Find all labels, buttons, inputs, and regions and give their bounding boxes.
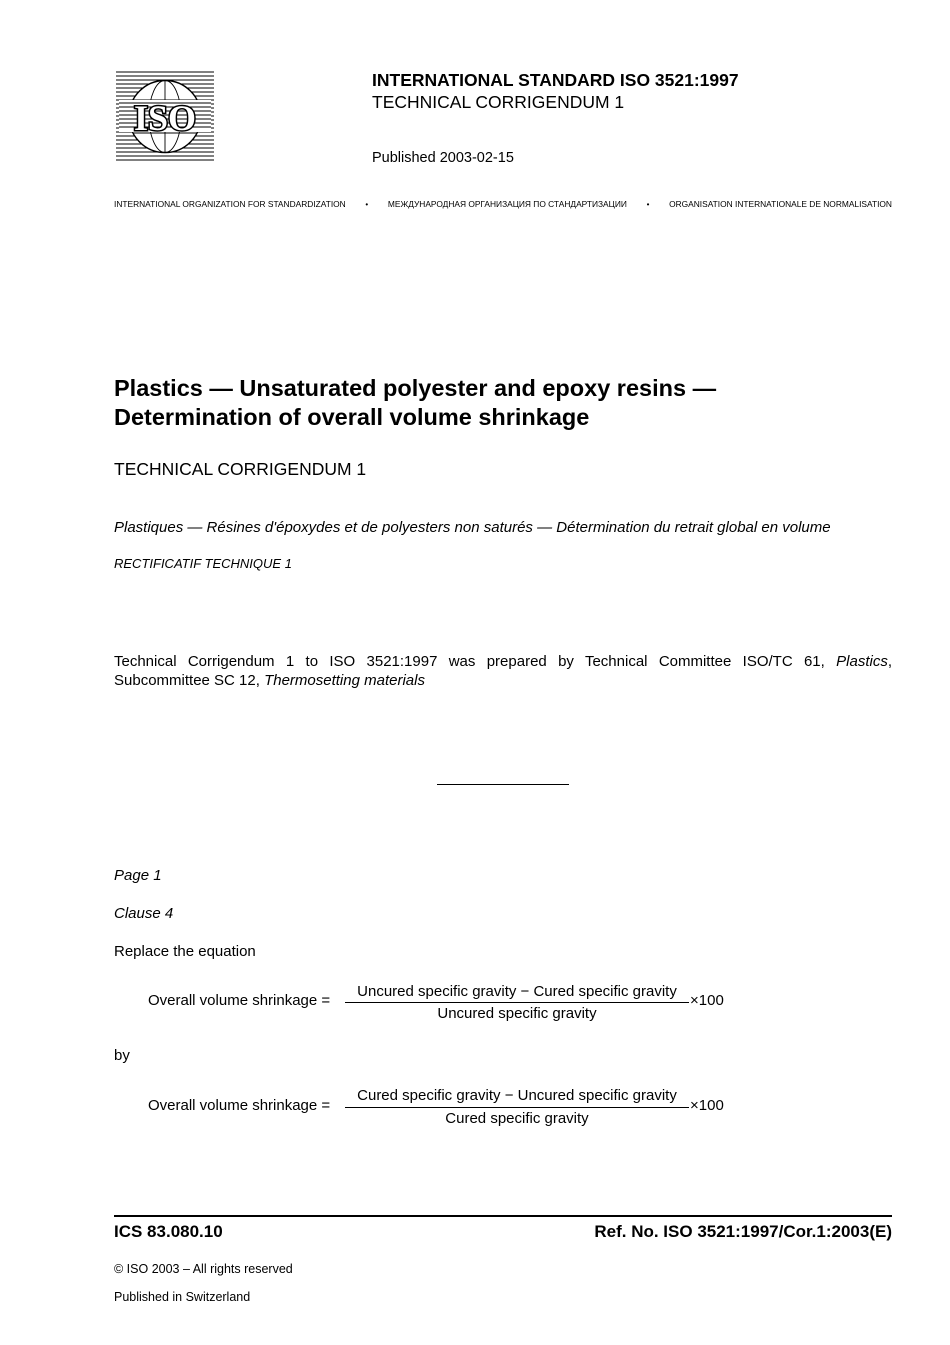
document-subtitle: TECHNICAL CORRIGENDUM 1: [114, 459, 367, 479]
fraction-bar: [345, 1002, 689, 1003]
clause-reference: Clause 4: [114, 905, 174, 922]
old-equation-denominator: Uncured specific gravity: [437, 1005, 597, 1022]
iso-logo: [116, 70, 214, 163]
page-reference: Page 1: [114, 867, 162, 884]
document-title: [114, 374, 892, 432]
new-equation-denominator: Cured specific gravity: [445, 1110, 589, 1127]
replace-instruction: Replace the equation: [114, 943, 256, 960]
new-equation-label: Overall volume shrinkage =: [148, 1097, 331, 1114]
copyright-notice: © ISO 2003 – All rights reserved: [114, 1262, 293, 1276]
published-in: Published in Switzerland: [114, 1290, 251, 1304]
published-date: Published 2003-02-15: [372, 150, 514, 166]
footer-rule: [114, 1215, 892, 1217]
by-instruction: by: [114, 1047, 130, 1064]
fraction-bar: [345, 1107, 689, 1108]
separator-line: [437, 784, 569, 785]
old-equation-multiplier: ×100: [690, 992, 724, 1009]
ics-code: ICS 83.080.10: [114, 1222, 223, 1241]
subcommittee-name: Thermosetting materials: [264, 672, 425, 689]
org-name-fr: ORGANISATION INTERNATIONALE DE NORMALISATION: [669, 199, 892, 209]
reference-number: Ref. No. ISO 3521:1997/Cor.1:2003(E): [594, 1222, 892, 1241]
title-line-2: Determination of overall volume shrinkage: [114, 404, 590, 430]
preparation-paragraph: [114, 652, 892, 690]
new-equation-multiplier: ×100: [690, 1097, 724, 1114]
bullet-icon: •: [365, 199, 369, 209]
old-equation-label: Overall volume shrinkage =: [148, 992, 331, 1009]
prep-comma: ,: [887, 653, 892, 670]
bullet-icon: •: [646, 199, 650, 209]
prep-text: Technical Corrigendum 1 to ISO 3521:1997 was prepared by Technical Committee ISO/TC 61,: [114, 653, 837, 670]
corrigendum-label: TECHNICAL CORRIGENDUM 1: [372, 92, 625, 112]
committee-name: Plastics: [836, 653, 888, 670]
old-equation-numerator: Uncured specific gravity − Cured specific gravity: [357, 983, 677, 1000]
org-name-ru: МЕЖДУНАРОДНАЯ ОРГАНИЗАЦИЯ ПО СТАНДАРТИЗАЦИИ: [387, 199, 627, 209]
french-subtitle: RECTIFICATIF TECHNIQUE 1: [114, 556, 292, 571]
prep-subcommittee: Subcommittee SC 12,: [114, 672, 265, 689]
org-name-en: INTERNATIONAL ORGANIZATION FOR STANDARDIZATION: [114, 199, 346, 209]
logo-text: ISO: [133, 98, 197, 138]
organization-names: [114, 199, 892, 209]
standard-title: INTERNATIONAL STANDARD ISO 3521:1997: [372, 70, 739, 90]
title-line-1: Plastics — Unsaturated polyester and epoxy resins —: [114, 375, 717, 401]
french-title: Plastiques — Résines d'époxydes et de polyesters non saturés — Détermination du retrait global en volume: [114, 519, 831, 536]
new-equation-numerator: Cured specific gravity − Uncured specific gravity: [357, 1087, 677, 1104]
